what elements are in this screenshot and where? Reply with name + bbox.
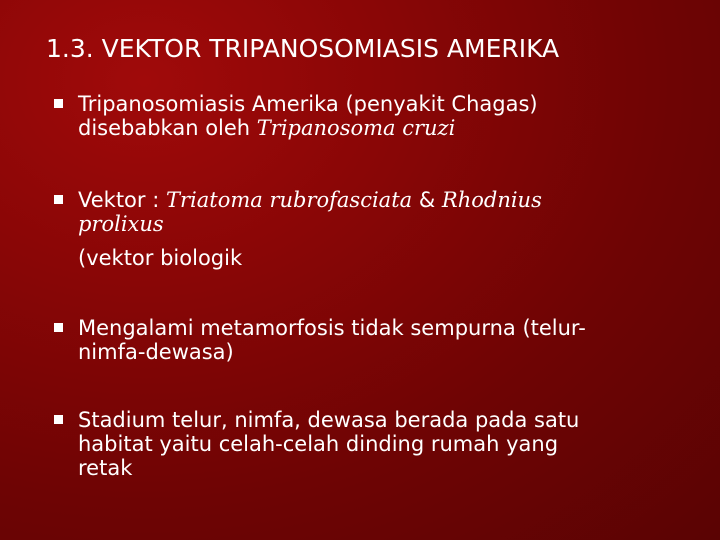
bullet-2-line-1 — [78, 188, 678, 212]
species-name: Rhodnius — [441, 188, 542, 212]
bullet-2-line-2 — [78, 212, 678, 236]
species-name: prolixus — [78, 212, 164, 236]
square-bullet-icon — [54, 323, 63, 332]
bullet-2-prefix: Vektor : — [78, 188, 166, 212]
bullet-3-line-2: nimfa-dewasa) — [78, 340, 234, 364]
bullet-1-prefix: disebabkan oleh — [78, 116, 257, 140]
bullet-text-1 — [78, 92, 678, 140]
square-bullet-icon — [54, 99, 63, 108]
bullet-3-line-1: Mengalami metamorfosis tidak sempurna (telur- — [78, 316, 586, 340]
bullet-4-line-1: Stadium telur, nimfa, dewasa berada pada satu — [78, 408, 580, 432]
bullet-text-3 — [78, 316, 678, 364]
species-name: Triatoma rubrofasciata — [165, 188, 413, 212]
slide-title: 1.3. VEKTOR TRIPANOSOMIASIS AMERIKA — [46, 34, 560, 63]
ampersand: & — [412, 188, 442, 212]
species-name: Tripanosoma cruzi — [256, 116, 456, 140]
bullet-text-2 — [78, 188, 678, 270]
square-bullet-icon — [54, 415, 63, 424]
bullet-4-line-3: retak — [78, 456, 133, 480]
bullet-4-line-2: habitat yaitu celah-celah dinding rumah yang — [78, 432, 559, 456]
square-bullet-icon — [54, 195, 63, 204]
bullet-1-line-1: Tripanosomiasis Amerika (penyakit Chagas) — [78, 92, 538, 116]
bullet-1-line-2 — [78, 116, 678, 140]
bullet-2-line-3: (vektor biologik — [78, 246, 243, 270]
bullet-text-4 — [78, 408, 678, 480]
